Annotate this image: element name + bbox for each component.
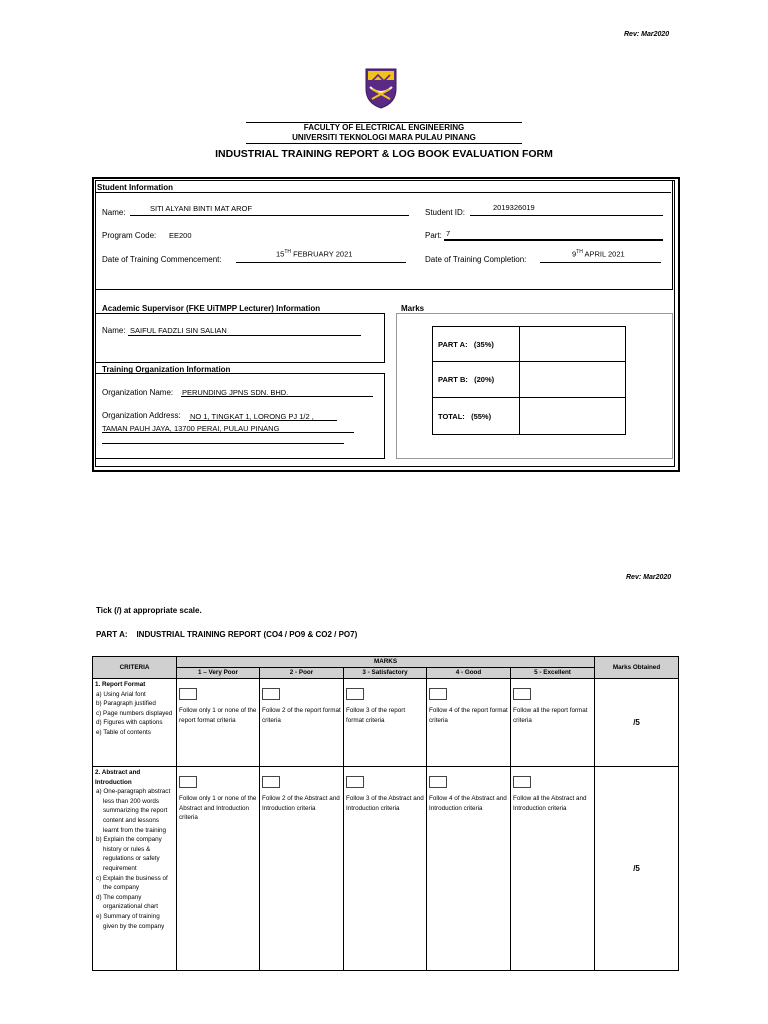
scale-checkbox[interactable] [346,688,364,700]
organization-info-title: Training Organization Information [102,365,231,374]
scale-checkbox[interactable] [429,776,447,788]
faculty-name: FACULTY OF ELECTRICAL ENGINEERING [303,123,465,132]
marks-total-cell[interactable] [520,398,626,435]
criteria-cell: 1. Report Format a) Using Arial font b) Paragraph justified c) Page numbers displayed d) Figures with captions e) Table of contents [93,679,177,767]
part-label: Part: [425,231,442,240]
commencement-value: 15TH FEBRUARY 2021 [276,249,353,259]
university-logo [364,67,398,109]
marks-part-a-cell[interactable] [520,327,626,362]
marks-part-b-label: PART B: [438,375,468,384]
evaluation-table [92,656,679,971]
marks-part-b-cell[interactable] [520,362,626,398]
scale-checkbox[interactable] [179,688,197,700]
organization-address-line2: TAMAN PAUH JAYA, 13700 PERAI, PULAU PINANG [102,424,280,433]
tick-instruction: Tick (/) at appropriate scale. [96,606,202,615]
organization-address-label: Organization Address: [102,411,181,420]
completion-label: Date of Training Completion: [425,255,527,264]
student-id-value: 2019326019 [493,203,535,212]
university-name: UNIVERSITI TEKNOLOGI MARA PULAU PINANG [292,133,476,142]
marks-total-label: TOTAL: [438,411,465,421]
scale-good: 4 - Good [427,668,511,679]
student-name-label: Name: [102,208,126,217]
revision-label: Rev: Mar2020 [624,31,670,38]
marks-title: Marks [401,304,425,313]
student-info-title: Student Information [97,183,173,192]
part-value: 7 [446,229,451,238]
marks-obtained-cell[interactable]: /5 [595,679,679,767]
organization-name-label: Organization Name: [102,388,174,397]
marks-header: MARKS [177,657,595,668]
marks-table [432,326,626,435]
program-code-label: Program Code: [102,231,157,240]
organization-name-value: PERUNDING JPNS SDN. BHD. [182,388,289,397]
scale-excellent: 5 - Excellent [511,668,595,679]
marks-obtained-header: Marks Obtained [595,657,679,679]
organization-address-line1: NO 1, TINGKAT 1, LORONG PJ 1/2 , [190,412,314,421]
scale-satisfactory: 3 - Satisfactory [344,668,427,679]
scale-very-poor: 1 – Very Poor [177,668,260,679]
supervisor-info-box [95,313,385,363]
scale-checkbox[interactable] [513,688,531,700]
scale-checkbox[interactable] [513,776,531,788]
table-row: 2. Abstract and Introduction a) One-paragraph abstract less than 200 words summarizing the report content and lessons learnt from the training b) Explain the company history or rules & regulations or safety requirement c) Explain the business of the company d) The company organizational chart e) Summary of training given by the company Follow only 1 or none of the Abstract and Introduction criteria Follow 2 of the Abstract and Introduction criteria Follow 3 of the Abstract and Introduction criteria Follow 4 of the Abstract and Introduction criteria Follow all the Abstract and Introduction criteria /5 [93,767,679,971]
form-title: INDUSTRIAL TRAINING REPORT & LOG BOOK EVALUATION FORM [215,148,553,160]
scale-checkbox[interactable] [262,688,280,700]
marks-total-pct: (55%) [471,411,492,421]
commencement-label: Date of Training Commencement: [102,255,222,264]
marks-obtained-cell[interactable]: /5 [595,767,679,971]
supervisor-name-label: Name: [102,326,126,335]
table-row: 1. Report Format a) Using Arial font b) Paragraph justified c) Page numbers displayed d) Figures with captions e) Table of contents Follow only 1 or none of the report format criteria Follow 2 of the report format criteria Follow 3 of the report format criteria Follow 4 of the report format criteria Follow all the report format criteria /5 [93,679,679,767]
marks-part-a-label: PART A: [438,339,468,349]
program-code-value: EE200 [169,231,192,240]
supervisor-name-value: SAIFUL FADZLI SIN SALIAN [130,326,227,335]
student-id-label: Student ID: [425,208,466,217]
completion-value: 9TH APRIL 2021 [572,249,625,259]
scale-checkbox[interactable] [429,688,447,700]
criteria-cell: 2. Abstract and Introduction a) One-paragraph abstract less than 200 words summarizing the report content and lessons learnt from the training b) Explain the company history or rules & regulations or safety requirement c) Explain the business of the company d) The company organizational chart e) Summary of training given by the company [93,767,177,971]
marks-part-b-pct: (20%) [474,375,495,384]
supervisor-info-title: Academic Supervisor (FKE UiTMPP Lecturer) Information [102,304,321,313]
marks-part-a-pct: (35%) [473,339,494,349]
student-name-value: SITI ALYANI BINTI MAT AROF [150,204,252,213]
scale-checkbox[interactable] [262,776,280,788]
revision-label-page2: Rev: Mar2020 [626,574,672,581]
criteria-header: CRITERIA [93,657,177,679]
part-a-heading: PART A: INDUSTRIAL TRAINING REPORT (CO4 / PO9 & CO2 / PO7) [96,630,358,639]
scale-checkbox[interactable] [179,776,197,788]
scale-poor: 2 - Poor [260,668,344,679]
scale-checkbox[interactable] [346,776,364,788]
